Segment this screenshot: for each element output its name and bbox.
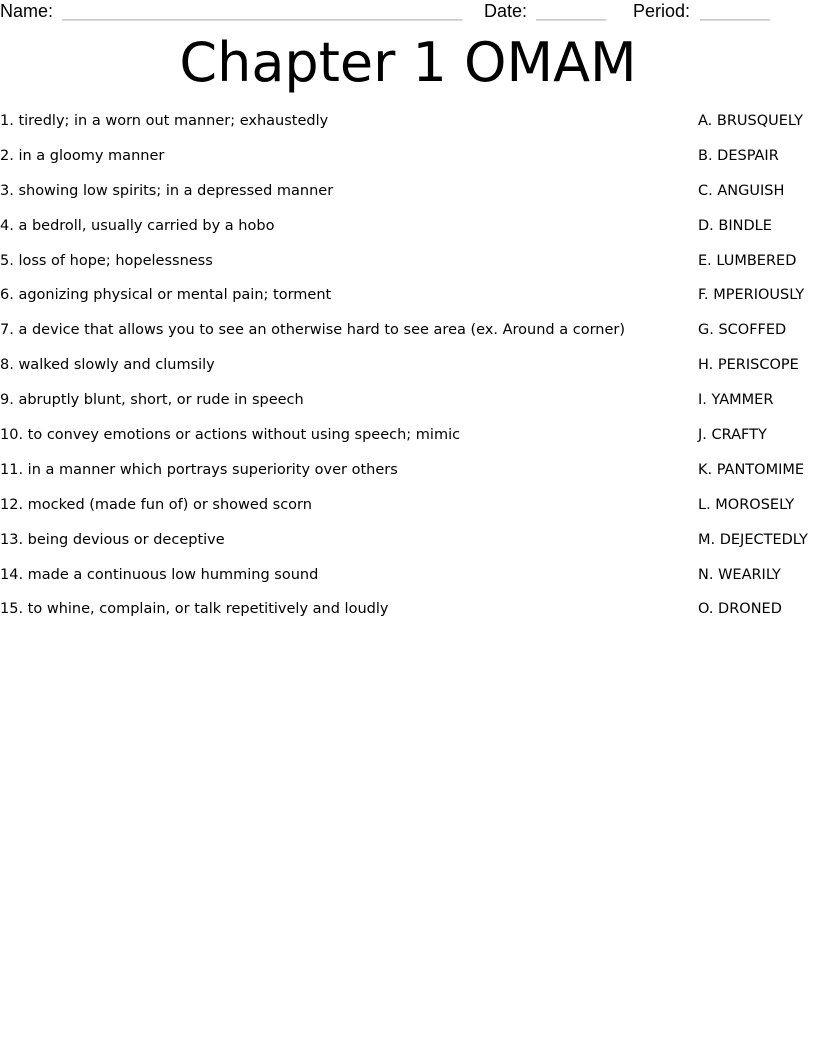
answer-option: H. PERISCOPE [698,357,799,374]
list-item [0,111,816,146]
answer-option: D. BINDLE [698,217,772,234]
date-label: Date: [484,1,528,21]
list-item [0,460,816,495]
list-item [0,285,816,320]
clue-text: 2. in a gloomy manner [0,147,165,164]
answer-option: G. SCOFFED [698,322,787,339]
answer-option: B. DESPAIR [698,147,779,164]
name-label: Name: [0,1,54,21]
answer-option: J. CRAFTY [698,427,767,444]
clue-text: 4. a bedroll, usually carried by a hobo [0,217,275,234]
list-item [0,355,816,390]
matching-list [0,111,816,634]
list-item [0,495,816,530]
list-item [0,181,816,216]
answer-option: K. PANTOMIME [698,461,805,478]
answer-option: N. WEARILY [698,566,781,583]
clue-text: 8. walked slowly and clumsily [0,357,215,374]
list-item [0,216,816,251]
clue-text: 9. abruptly blunt, short, or rude in speech [0,392,304,409]
list-item [0,530,816,565]
clue-text: 6. agonizing physical or mental pain; torment [0,287,332,304]
clue-text: 7. a device that allows you to see an otherwise hard to see area (ex. Around a corner) [0,322,626,339]
clue-text: 13. being devious or deceptive [0,531,225,548]
name-input-line[interactable]: ________________________________________ [62,1,463,21]
period-input-line[interactable]: _______ [700,1,771,21]
page-title: Chapter 1 OMAM [179,31,637,94]
list-item [0,565,816,600]
list-item [0,146,816,181]
list-item [0,599,816,634]
answer-option: F. MPERIOUSLY [698,287,805,304]
clue-text: 5. loss of hope; hopelessness [0,252,213,269]
clue-text: 3. showing low spirits; in a depressed manner [0,182,334,199]
list-item [0,320,816,355]
answer-option: E. LUMBERED [698,252,797,269]
answer-option: I. YAMMER [698,392,774,409]
clue-text: 1. tiredly; in a worn out manner; exhaustedly [0,113,329,129]
list-item [0,251,816,286]
answer-option: M. DEJECTEDLY [698,531,808,548]
answer-option: C. ANGUISH [698,182,785,199]
date-input-line[interactable]: _______ [536,1,607,21]
clue-text: 11. in a manner which portrays superiority over others [0,461,398,478]
answer-option: O. DRONED [698,601,782,618]
answer-option: L. MOROSELY [698,496,795,513]
worksheet-header [0,0,816,22]
period-label: Period: [633,1,691,21]
clue-text: 12. mocked (made fun of) or showed scorn [0,496,312,513]
answer-option: A. BRUSQUELY [698,113,803,129]
clue-text: 10. to convey emotions or actions without using speech; mimic [0,427,461,444]
list-item [0,425,816,460]
clue-text: 15. to whine, complain, or talk repetitively and loudly [0,601,389,618]
clue-text: 14. made a continuous low humming sound [0,566,319,583]
list-item [0,390,816,425]
